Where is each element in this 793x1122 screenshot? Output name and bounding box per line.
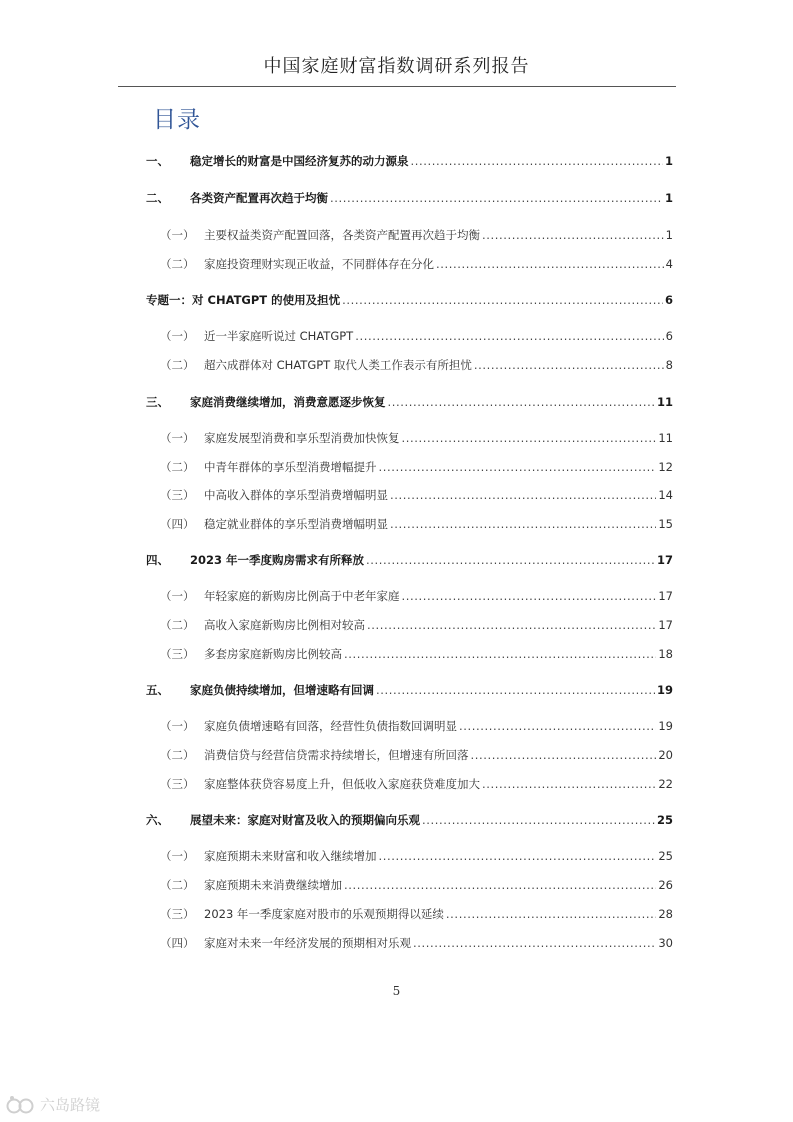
toc-entry-leader-dots <box>330 189 663 207</box>
toc-entry-page-number: 20 <box>658 748 673 762</box>
toc-entry-leader-dots <box>422 811 655 829</box>
toc-title: 目录 <box>153 107 201 133</box>
toc-entry[interactable] <box>146 152 673 170</box>
toc-entry[interactable] <box>146 681 673 699</box>
toc-entry[interactable] <box>160 775 673 793</box>
toc-entry-title: 中青年群体的享乐型消费增幅提升 <box>204 460 377 474</box>
toc-entry-number: 一、 <box>146 154 169 168</box>
toc-entry[interactable] <box>160 876 673 894</box>
toc-entry-title: 家庭整体获贷容易度上升，但低收入家庭获贷难度加大 <box>204 777 480 791</box>
toc-entry-title: 稳定增长的财富是中国经济复苏的动力源泉 <box>190 154 409 168</box>
toc-entry-page-number: 8 <box>665 358 673 372</box>
toc-entry-title: 年轻家庭的新购房比例高于中老年家庭 <box>204 589 400 603</box>
toc-entry-leader-dots <box>402 429 657 447</box>
toc-entry-title: 专题一：对 CHATGPT 的使用及担忧 <box>146 293 341 307</box>
toc-entry-number: （三） <box>160 777 195 791</box>
toc-entry[interactable] <box>160 429 673 447</box>
toc-entry-number: 四、 <box>146 553 169 567</box>
toc-entry-title: 家庭消费继续增加，消费意愿逐步恢复 <box>190 395 386 409</box>
toc-entry-leader-dots <box>390 486 656 504</box>
toc-entry[interactable] <box>146 291 673 309</box>
toc-entry-number: （一） <box>160 849 195 863</box>
toc-entry-number: （三） <box>160 647 195 661</box>
toc-entry-title: 展望未来：家庭对财富及收入的预期偏向乐观 <box>190 813 420 827</box>
toc-entry-title: 家庭负债增速略有回落，经营性负债指数回调明显 <box>204 719 457 733</box>
toc-entry-title: 家庭投资理财实现正收益，不同群体存在分化 <box>204 257 434 271</box>
toc-entry-number: 三、 <box>146 395 169 409</box>
toc-entry-page-number: 6 <box>665 329 673 343</box>
toc-entry-page-number: 1 <box>665 228 673 242</box>
toc-entry-leader-dots <box>366 551 655 569</box>
toc-entry-title: 家庭预期未来消费继续增加 <box>204 878 342 892</box>
toc-entry-leader-dots <box>471 746 657 764</box>
toc-entry[interactable] <box>160 645 673 663</box>
toc-entry-leader-dots <box>367 616 656 634</box>
toc-entry-page-number: 17 <box>658 589 673 603</box>
toc-entry-title: 主要权益类资产配置回落，各类资产配置再次趋于均衡 <box>204 228 480 242</box>
toc-entry-number: （二） <box>160 618 195 632</box>
toc-entry-leader-dots <box>388 393 655 411</box>
toc-entry-page-number: 25 <box>658 849 673 863</box>
toc-entry-page-number: 25 <box>656 813 673 827</box>
toc-entry-title: 2023 年一季度家庭对股市的乐观预期得以延续 <box>204 907 444 921</box>
toc-entry-number: （一） <box>160 719 195 733</box>
toc-entry-leader-dots <box>402 587 657 605</box>
toc-entry-title: 多套房家庭新购房比例较高 <box>204 647 342 661</box>
toc-entry-number: 五、 <box>146 683 169 697</box>
page-header-title: 中国家庭财富指数调研系列报告 <box>263 56 530 77</box>
toc-entry-page-number: 14 <box>658 488 673 502</box>
toc-entry-leader-dots <box>355 327 663 345</box>
toc-entry-number: 六、 <box>146 813 169 827</box>
toc-entry-number: （二） <box>160 748 195 762</box>
toc-entry-title: 家庭预期未来财富和收入继续增加 <box>204 849 377 863</box>
toc-entry-leader-dots <box>436 255 664 273</box>
toc-entry-number: （三） <box>160 907 195 921</box>
toc-entry-page-number: 17 <box>658 618 673 632</box>
toc-entry-number: （一） <box>160 589 195 603</box>
toc-entry-title: 各类资产配置再次趋于均衡 <box>190 191 328 205</box>
toc-entry-title: 家庭对未来一年经济发展的预期相对乐观 <box>204 936 411 950</box>
toc-entry-number: （二） <box>160 878 195 892</box>
toc-entry-title: 高收入家庭新购房比例相对较高 <box>204 618 365 632</box>
toc-entry[interactable] <box>160 226 673 244</box>
toc-entry-leader-dots <box>482 226 664 244</box>
toc-entry-title: 家庭发展型消费和享乐型消费加快恢复 <box>204 431 400 445</box>
toc-entry[interactable] <box>160 486 673 504</box>
toc-entry-leader-dots <box>344 645 656 663</box>
toc-entry-leader-dots <box>376 681 655 699</box>
toc-entry-page-number: 18 <box>658 647 673 661</box>
toc-entry-leader-dots <box>342 291 663 309</box>
toc-entry-page-number: 15 <box>658 517 673 531</box>
toc-entry-leader-dots <box>344 876 656 894</box>
watermark-logo-icon <box>6 1095 36 1115</box>
toc-entry-page-number: 26 <box>658 878 673 892</box>
toc-entry-title: 2023 年一季度购房需求有所释放 <box>190 553 365 567</box>
toc-entry-number: （四） <box>160 936 195 950</box>
toc-entry-title: 近一半家庭听说过 CHATGPT <box>204 329 354 343</box>
toc-entry[interactable] <box>146 393 673 411</box>
toc-entry-page-number: 30 <box>658 936 673 950</box>
toc-entry-page-number: 1 <box>664 191 673 205</box>
toc-entry-leader-dots <box>379 847 657 865</box>
toc-entry[interactable] <box>160 934 673 952</box>
toc-entry[interactable] <box>160 587 673 605</box>
toc-entry[interactable] <box>160 847 673 865</box>
toc-entry[interactable] <box>146 189 673 207</box>
toc-entry-page-number: 4 <box>665 257 673 271</box>
toc-entry-title: 中高收入群体的享乐型消费增幅明显 <box>204 488 388 502</box>
toc-entry-number: （一） <box>160 329 195 343</box>
toc-entry[interactable] <box>160 356 673 374</box>
toc-entry[interactable] <box>160 905 673 923</box>
toc-entry-page-number: 11 <box>658 431 673 445</box>
toc-entry[interactable] <box>160 515 673 533</box>
toc-entry-page-number: 1 <box>664 154 673 168</box>
toc-entry-number: （三） <box>160 488 195 502</box>
toc-entry-number: （一） <box>160 431 195 445</box>
toc-entry-page-number: 12 <box>658 460 673 474</box>
toc-entry[interactable] <box>160 746 673 764</box>
toc-entry-page-number: 11 <box>656 395 673 409</box>
toc-entry[interactable] <box>146 811 673 829</box>
toc-entry-title: 稳定就业群体的享乐型消费增幅明显 <box>204 517 388 531</box>
toc-entry-title: 家庭负债持续增加，但增速略有回调 <box>190 683 374 697</box>
toc-entry[interactable] <box>160 616 673 634</box>
toc-entry[interactable] <box>146 551 673 569</box>
toc-entry-leader-dots <box>390 515 656 533</box>
toc-entry-number: 二、 <box>146 191 169 205</box>
toc-entry-number: （一） <box>160 228 195 242</box>
toc-entry-page-number: 17 <box>656 553 673 567</box>
watermark-text: 六岛路镜 <box>40 1096 101 1114</box>
toc-entry[interactable] <box>160 255 673 273</box>
toc-entry-page-number: 19 <box>656 683 673 697</box>
toc-entry[interactable] <box>160 327 673 345</box>
toc-entry-number: （二） <box>160 358 195 372</box>
toc-entry-title: 超六成群体对 CHATGPT 取代人类工作表示有所担忧 <box>204 358 472 372</box>
toc-entry-page-number: 22 <box>658 777 673 791</box>
toc-entry-leader-dots <box>411 152 663 170</box>
toc-entry-number: （二） <box>160 257 195 271</box>
toc-entry-leader-dots <box>459 717 656 735</box>
toc-entry-leader-dots <box>446 905 656 923</box>
toc-entry-page-number: 28 <box>658 907 673 921</box>
toc-entry-leader-dots <box>413 934 656 952</box>
toc-entry-title: 消费信贷与经营信贷需求持续增长，但增速有所回落 <box>204 748 469 762</box>
watermark <box>6 1094 100 1115</box>
toc-entry-leader-dots <box>474 356 664 374</box>
toc-entry-leader-dots <box>482 775 656 793</box>
toc-entry-page-number: 6 <box>664 293 673 307</box>
toc-entry-leader-dots <box>379 458 657 476</box>
page-number: 5 <box>392 984 401 998</box>
toc-entry-number: （四） <box>160 517 195 531</box>
toc-entry-page-number: 19 <box>658 719 673 733</box>
toc-entry[interactable] <box>160 458 673 476</box>
toc-entry[interactable] <box>160 717 673 735</box>
toc-entry-number: （二） <box>160 460 195 474</box>
